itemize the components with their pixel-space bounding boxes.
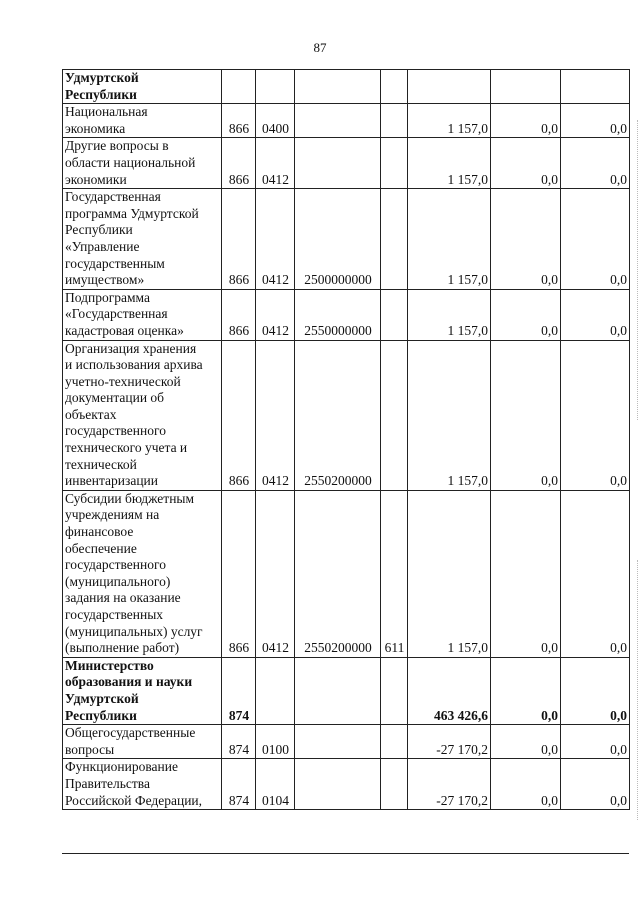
cell-target-code (295, 725, 381, 759)
cell-admin-code: 866 (222, 340, 256, 490)
cell-section-code: 0412 (256, 189, 295, 290)
cell-section-code: 0400 (256, 104, 295, 138)
cell-amount-3: 0,0 (561, 657, 630, 724)
cell-admin-code: 866 (222, 104, 256, 138)
cell-amount-2: 0,0 (491, 289, 561, 340)
cell-target-code: 2550200000 (295, 490, 381, 657)
cell-name: Министерство образования и науки Удмуртской Республики (63, 657, 222, 724)
cell-target-code (295, 759, 381, 810)
cell-expense-type (381, 138, 408, 189)
cell-amount: 1 157,0 (408, 340, 491, 490)
cell-admin-code (222, 70, 256, 104)
cell-expense-type (381, 725, 408, 759)
cell-amount: 1 157,0 (408, 104, 491, 138)
table-row (63, 70, 630, 104)
cell-name: Государственная программа Удмуртской Республики «Управление государственным имуществом» (63, 189, 222, 290)
cell-section-code: 0412 (256, 490, 295, 657)
cell-admin-code: 866 (222, 289, 256, 340)
cell-amount-2: 0,0 (491, 657, 561, 724)
cell-target-code (295, 138, 381, 189)
cell-amount-2: 0,0 (491, 104, 561, 138)
cell-expense-type: 611 (381, 490, 408, 657)
cell-amount (408, 70, 491, 104)
table-row (63, 104, 630, 138)
budget-table-body (63, 70, 630, 810)
table-row (63, 490, 630, 657)
cell-amount: 1 157,0 (408, 138, 491, 189)
cell-admin-code: 874 (222, 725, 256, 759)
cell-amount-3: 0,0 (561, 725, 630, 759)
cell-amount-3: 0,0 (561, 138, 630, 189)
cell-amount-3: 0,0 (561, 340, 630, 490)
scan-edge-mark (637, 560, 638, 820)
cell-expense-type (381, 289, 408, 340)
cell-amount: 463 426,6 (408, 657, 491, 724)
cell-section-code: 0412 (256, 138, 295, 189)
cell-amount-2 (491, 70, 561, 104)
cell-expense-type (381, 657, 408, 724)
cell-amount-3: 0,0 (561, 289, 630, 340)
cell-amount-3: 0,0 (561, 490, 630, 657)
cell-admin-code: 866 (222, 189, 256, 290)
cell-admin-code: 866 (222, 490, 256, 657)
cell-section-code: 0412 (256, 340, 295, 490)
cell-amount: -27 170,2 (408, 759, 491, 810)
cell-target-code: 2500000000 (295, 189, 381, 290)
cell-expense-type (381, 189, 408, 290)
table-row (63, 759, 630, 810)
cell-name: Подпрограмма «Государственная кадастровая оценка» (63, 289, 222, 340)
cell-name: Другие вопросы в области национальной экономики (63, 138, 222, 189)
cell-amount: 1 157,0 (408, 189, 491, 290)
cell-amount-2: 0,0 (491, 490, 561, 657)
table-row (63, 138, 630, 189)
cell-target-code (295, 657, 381, 724)
cell-amount: 1 157,0 (408, 490, 491, 657)
cell-amount-3: 0,0 (561, 189, 630, 290)
cell-name: Национальная экономика (63, 104, 222, 138)
cell-target-code: 2550000000 (295, 289, 381, 340)
cell-expense-type (381, 104, 408, 138)
cell-name: Общегосударственные вопросы (63, 725, 222, 759)
cell-admin-code: 866 (222, 138, 256, 189)
cell-section-code: 0100 (256, 725, 295, 759)
cell-amount-2: 0,0 (491, 138, 561, 189)
cell-amount: 1 157,0 (408, 289, 491, 340)
cell-section-code: 0412 (256, 289, 295, 340)
cell-amount-2: 0,0 (491, 340, 561, 490)
cell-expense-type (381, 70, 408, 104)
cell-name: Организация хранения и использования архива учетно-технической документации об объектах государственного технического учета и технической инвентаризации (63, 340, 222, 490)
cell-amount-2: 0,0 (491, 725, 561, 759)
cell-target-code: 2550200000 (295, 340, 381, 490)
cell-amount-3: 0,0 (561, 104, 630, 138)
table-row (63, 657, 630, 724)
table-row (63, 189, 630, 290)
budget-table (62, 69, 630, 810)
cell-section-code (256, 657, 295, 724)
cell-name: Субсидии бюджетным учреждениям на финансовое обеспечение государственного (муниципального) задания на оказание государственных (муниципальных) услуг (выполнение работ) (63, 490, 222, 657)
cell-target-code (295, 104, 381, 138)
table-row (63, 340, 630, 490)
table-bottom-edge (62, 853, 629, 854)
cell-amount-3 (561, 70, 630, 104)
cell-amount-2: 0,0 (491, 189, 561, 290)
cell-expense-type (381, 340, 408, 490)
cell-expense-type (381, 759, 408, 810)
scan-edge-mark (637, 120, 638, 420)
cell-section-code: 0104 (256, 759, 295, 810)
cell-name: Функционирование Правительства Российской Федерации, (63, 759, 222, 810)
table-row (63, 725, 630, 759)
table-row (63, 289, 630, 340)
cell-name: Удмуртской Республики (63, 70, 222, 104)
cell-admin-code: 874 (222, 759, 256, 810)
page-number: 87 (313, 40, 327, 55)
cell-section-code (256, 70, 295, 104)
cell-admin-code: 874 (222, 657, 256, 724)
cell-amount: -27 170,2 (408, 725, 491, 759)
cell-amount-2: 0,0 (491, 759, 561, 810)
cell-amount-3: 0,0 (561, 759, 630, 810)
cell-target-code (295, 70, 381, 104)
